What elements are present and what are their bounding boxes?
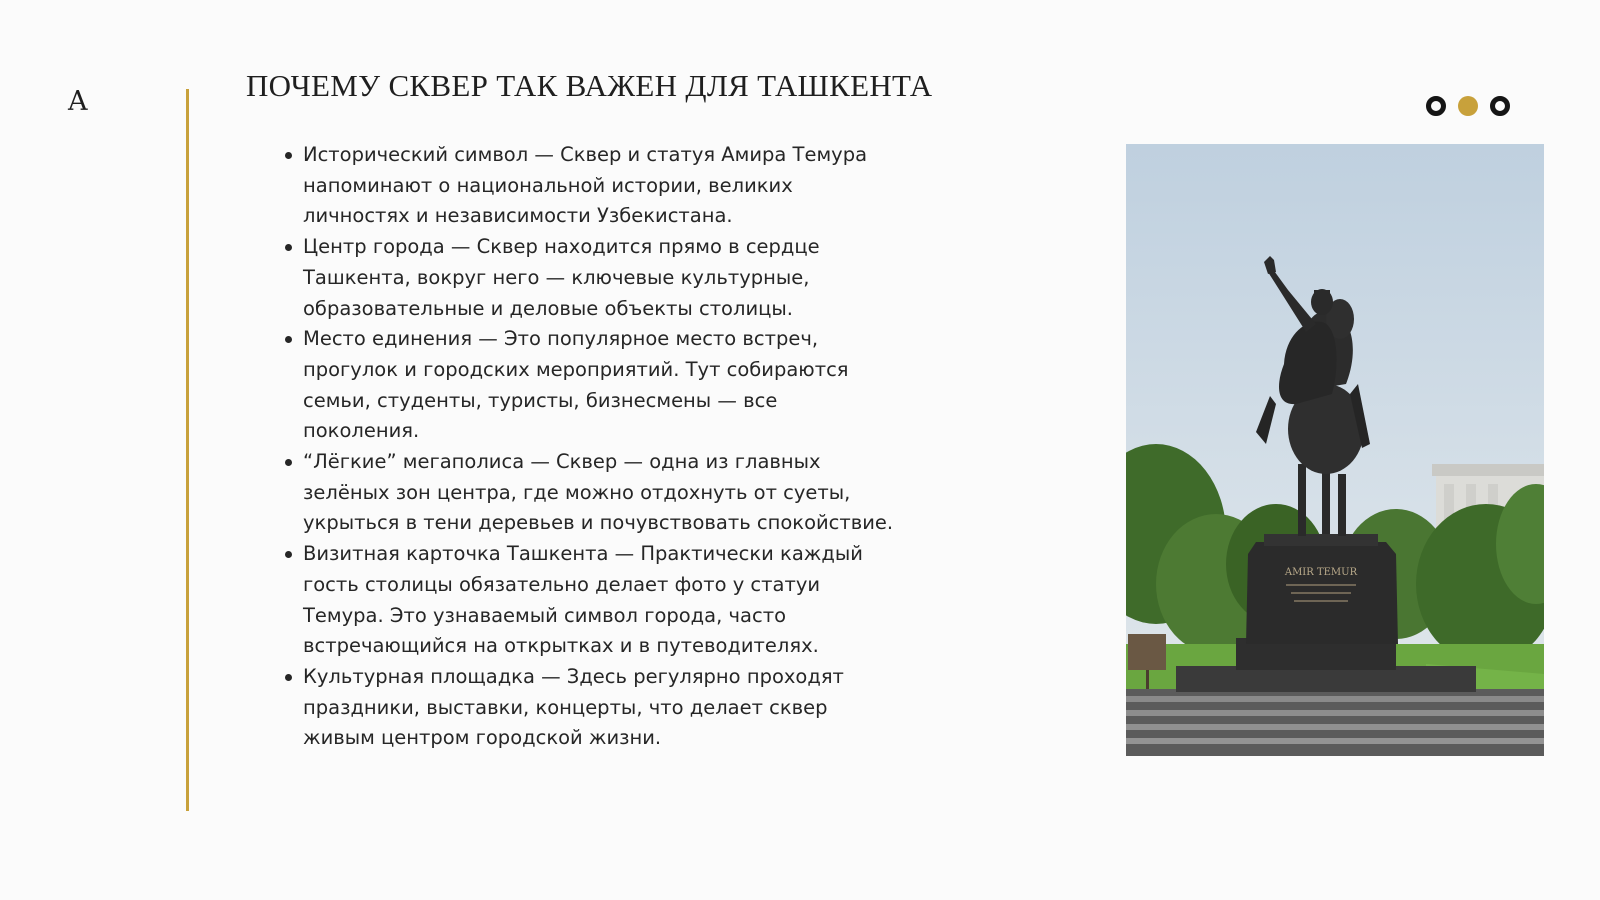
bullet-item: Центр города — Сквер находится прямо в сердце Ташкента, вокруг него — ключевые культурные, образовательные и деловые объекты столицы. [278, 232, 898, 324]
dot-3 [1490, 96, 1510, 116]
accent-divider [186, 89, 189, 811]
bullet-item: Визитная карточка Ташкента — Практически каждый гость столицы обязательно делает фото у статуи Темура. Это узнаваемый символ города, часто встречающийся на открытках и в путеводителях. [278, 539, 898, 662]
dot-1 [1426, 96, 1446, 116]
slide-title: ПОЧЕМУ СКВЕР ТАК ВАЖЕН ДЛЯ ТАШКЕНТА [246, 68, 933, 103]
dot-2 [1458, 96, 1478, 116]
bullet-item: Исторический символ — Сквер и статуя Амира Темура напоминают о национальной истории, великих личностях и независимости Узбекистана. [278, 140, 898, 232]
bullet-list [278, 140, 898, 754]
bullet-item: Место единения — Это популярное место встреч, прогулок и городских мероприятий. Тут собираются семьи, студенты, туристы, бизнесмены — все поколения. [278, 324, 898, 447]
bullet-item: Культурная площадка — Здесь регулярно проходят праздники, выставки, концерты, что делает сквер живым центром городской жизни. [278, 662, 898, 754]
logo-letter: A [68, 86, 88, 117]
pedestal-inscription: AMIR TEMUR [1284, 567, 1358, 578]
amir-temur-statue-photo [1126, 144, 1544, 756]
bullet-item: “Лёгкие” мегаполиса — Сквер — одна из главных зелёных зон центра, где можно отдохнуть от суеты, укрыться в тени деревьев и почувствовать спокойствие. [278, 447, 898, 539]
nav-dots [1426, 96, 1510, 116]
